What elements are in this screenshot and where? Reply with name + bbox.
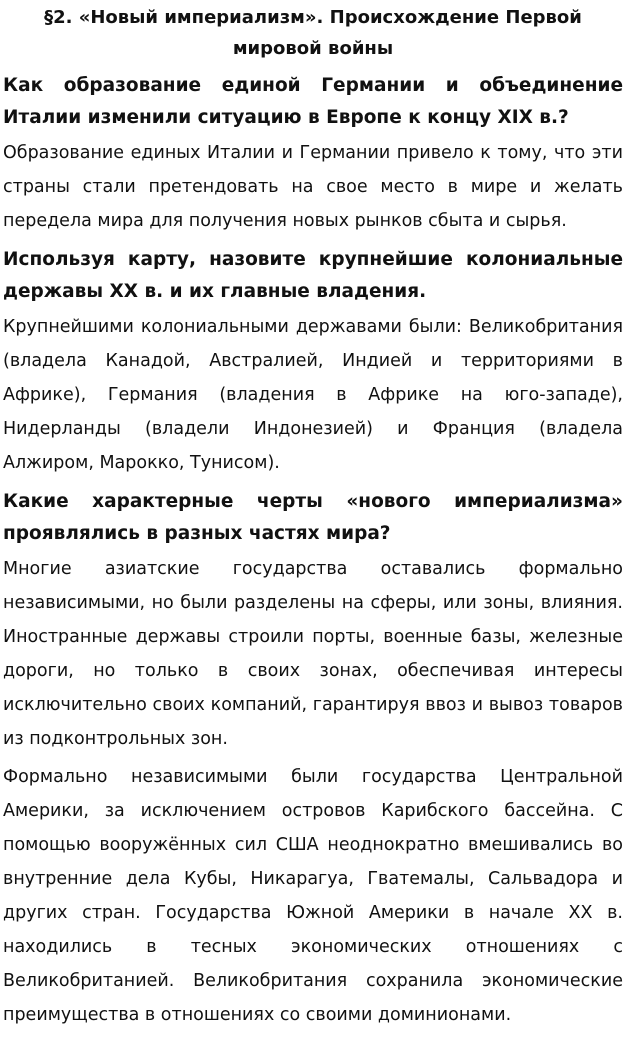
- qa-block-1: [3, 70, 623, 238]
- answer-3-paragraph-2: Формально независимыми были государства Центральной Америки, за исключением островов Карибского бассейна. С помощью вооружённых сил США неоднократно вмешивались во внутренние дела Кубы, Никарагуа, Гватемалы, Сальвадора и других стран. Государства Южной Америки в начале XX в. находились в тесных экономических отношениях с Великобританией. Великобритания сохранила экономические преимущества в отношениях со своими доминионами.: [3, 767, 623, 1025]
- question-3: Какие характерные черты «нового империализма» проявлялись в разных частях мира?: [3, 491, 623, 544]
- question-2: Используя карту, назовите крупнейшие колониальные державы XX в. и их главные владения.: [3, 249, 623, 302]
- answer-1-paragraph-1: Образование единых Италии и Германии привело к тому, что эти страны стали претендовать на свое место в мире и желать передела мира для получения новых рынков сбыта и сырья.: [3, 143, 623, 231]
- question-1: Как образование единой Германии и объединение Италии изменили ситуацию в Европе к концу XIX в.?: [3, 75, 623, 128]
- answer-3-paragraph-1: Многие азиатские государства оставались формально независимыми, но были разделены на сферы, или зоны, влияния. Иностранные державы строили порты, военные базы, железные дороги, но только в своих зонах, обеспечивая интересы исключительно своих компаний, гарантируя ввоз и вывоз товаров из подконтрольных зон.: [3, 559, 623, 749]
- answer-2-paragraph-1: Крупнейшими колониальными державами были: Великобритания (владела Канадой, Австралией, Индией и территориями в Африке), Германия (владения в Африке на юго-западе), Нидерланды (владели Индонезией) и Франция (владела Алжиром, Марокко, Тунисом).: [3, 317, 623, 473]
- section-title: §2. «Новый империализм». Происхождение Первой мировой войны: [44, 7, 582, 59]
- qa-block-3: [3, 486, 623, 1032]
- qa-block-2: [3, 244, 623, 480]
